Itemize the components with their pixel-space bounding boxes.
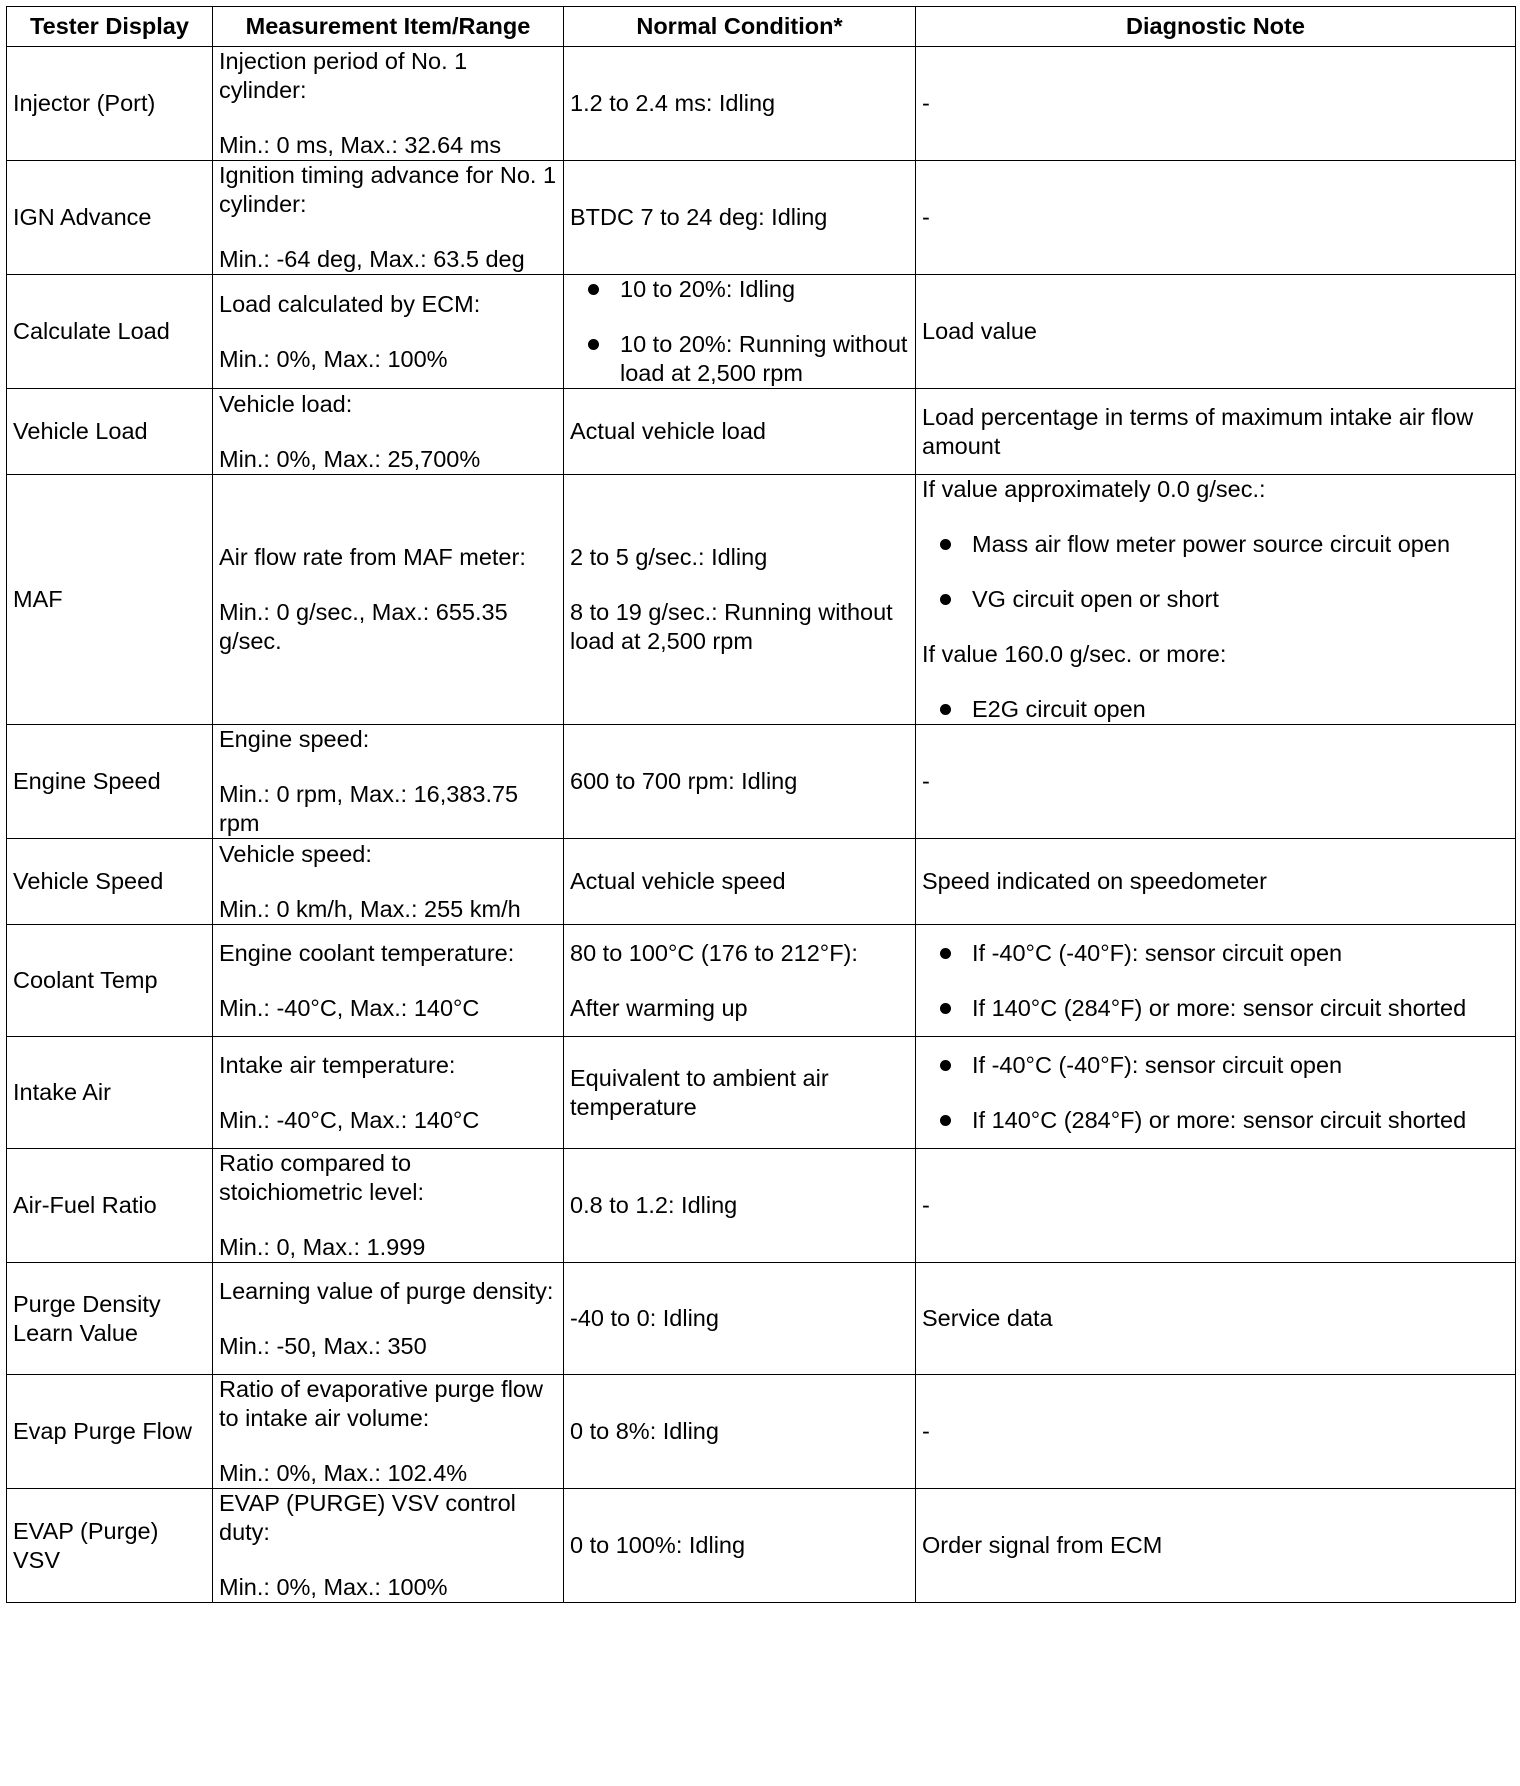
cell-measurement-item [213, 839, 564, 925]
measurement-range: Min.: -40°C, Max.: 140°C [219, 1106, 480, 1133]
table-row [7, 1263, 1516, 1375]
cell-normal-condition [564, 1149, 916, 1263]
table-row [7, 47, 1516, 161]
cell-tester-display: IGN Advance [7, 161, 213, 275]
measurement-range: Min.: 0, Max.: 1.999 [219, 1234, 426, 1260]
cell-tester-display: Engine Speed [7, 725, 213, 839]
cell-measurement-item [213, 47, 564, 161]
measurement-range: Min.: 0%, Max.: 100% [219, 345, 448, 372]
cell-diagnostic-note [916, 1037, 1516, 1149]
cell-tester-display: Intake Air [7, 1037, 213, 1149]
cell-diagnostic-note [916, 839, 1516, 925]
cell-text: Load percentage in terms of maximum intake air flow amount [922, 403, 1474, 459]
cell-measurement-item [213, 275, 564, 389]
cell-text: Speed indicated on speedometer [922, 868, 1267, 894]
table-row [7, 1037, 1516, 1149]
table-row [7, 389, 1516, 475]
cell-diagnostic-note [916, 1263, 1516, 1375]
cell-diagnostic-note [916, 725, 1516, 839]
table-row [7, 161, 1516, 275]
bullet-item: 10 to 20%: Running without load at 2,500 rpm [570, 330, 909, 388]
measurement-description: Ratio compared to stoichiometric level: [219, 1150, 425, 1205]
cell-text: Load value [922, 318, 1037, 344]
cell-tester-display: Vehicle Speed [7, 839, 213, 925]
cell-text: Actual vehicle speed [570, 868, 786, 894]
cell-text: BTDC 7 to 24 deg: Idling [570, 204, 828, 230]
bullet-item: Mass air flow meter power source circuit open [922, 530, 1509, 559]
bullet-item: If -40°C (-40°F): sensor circuit open [922, 1051, 1509, 1080]
table-row [7, 1375, 1516, 1489]
bullet-list [922, 530, 1509, 614]
data-list-table [6, 6, 1516, 1603]
measurement-range: Min.: -40°C, Max.: 140°C [219, 994, 480, 1021]
cell-text: After warming up [570, 994, 748, 1021]
table-row [7, 725, 1516, 839]
cell-diagnostic-note [916, 1375, 1516, 1489]
measurement-range: Min.: 0%, Max.: 100% [219, 1574, 448, 1600]
bullet-item: VG circuit open or short [922, 585, 1509, 614]
cell-normal-condition [564, 1263, 916, 1375]
cell-text: - [922, 768, 930, 794]
measurement-description: Intake air temperature: [219, 1051, 456, 1078]
measurement-range: Min.: 0%, Max.: 25,700% [219, 445, 481, 472]
cell-measurement-item [213, 1263, 564, 1375]
cell-tester-display: Purge Density Learn Value [7, 1263, 213, 1375]
cell-text: 1.2 to 2.4 ms: Idling [570, 90, 776, 116]
header-normal-condition: Normal Condition* [564, 7, 916, 47]
bullet-list [922, 939, 1509, 1023]
cell-measurement-item [213, 1489, 564, 1603]
cell-measurement-item [213, 725, 564, 839]
measurement-range: Min.: -50, Max.: 350 [219, 1332, 427, 1359]
table-row [7, 1149, 1516, 1263]
measurement-range: Min.: 0 rpm, Max.: 16,383.75 rpm [219, 781, 519, 836]
cell-text: If value approximately 0.0 g/sec.: [922, 476, 1266, 502]
cell-tester-display: Injector (Port) [7, 47, 213, 161]
measurement-description: Vehicle load: [219, 390, 353, 417]
cell-normal-condition [564, 925, 916, 1037]
cell-measurement-item [213, 1037, 564, 1149]
measurement-description: Engine speed: [219, 726, 370, 752]
bullet-item: E2G circuit open [922, 695, 1509, 724]
measurement-description: Ignition timing advance for No. 1 cylinder: [219, 162, 557, 217]
cell-text: Order signal from ECM [922, 1532, 1163, 1558]
table-row [7, 1489, 1516, 1603]
cell-normal-condition [564, 839, 916, 925]
measurement-description: Vehicle speed: [219, 840, 372, 867]
cell-text: - [922, 204, 930, 230]
cell-normal-condition [564, 161, 916, 275]
cell-diagnostic-note [916, 1149, 1516, 1263]
cell-normal-condition [564, 47, 916, 161]
cell-tester-display: Coolant Temp [7, 925, 213, 1037]
header-row [7, 7, 1516, 47]
cell-measurement-item [213, 1149, 564, 1263]
cell-text: 0 to 8%: Idling [570, 1418, 719, 1444]
cell-normal-condition [564, 389, 916, 475]
measurement-range: Min.: -64 deg, Max.: 63.5 deg [219, 246, 525, 272]
cell-text: 0.8 to 1.2: Idling [570, 1192, 738, 1218]
cell-text: - [922, 90, 930, 116]
cell-text: If value 160.0 g/sec. or more: [922, 641, 1227, 667]
cell-tester-display: MAF [7, 475, 213, 725]
data-list-table-container [6, 6, 1516, 1603]
header-diagnostic-note: Diagnostic Note [916, 7, 1516, 47]
cell-measurement-item [213, 389, 564, 475]
cell-normal-condition [564, 725, 916, 839]
cell-tester-display: Vehicle Load [7, 389, 213, 475]
table-row [7, 275, 1516, 389]
bullet-item: 10 to 20%: Idling [570, 275, 909, 304]
bullet-list [922, 1051, 1509, 1135]
cell-text: Service data [922, 1305, 1053, 1331]
cell-text: - [922, 1418, 930, 1444]
cell-diagnostic-note [916, 275, 1516, 389]
bullet-item: If 140°C (284°F) or more: sensor circuit shorted [922, 994, 1509, 1023]
cell-normal-condition [564, 1037, 916, 1149]
cell-diagnostic-note [916, 161, 1516, 275]
cell-text: Equivalent to ambient air temperature [570, 1064, 829, 1120]
cell-text: -40 to 0: Idling [570, 1305, 719, 1331]
cell-tester-display: Air-Fuel Ratio [7, 1149, 213, 1263]
cell-normal-condition [564, 1489, 916, 1603]
table-row [7, 475, 1516, 725]
measurement-range: Min.: 0 g/sec., Max.: 655.35 g/sec. [219, 599, 508, 654]
bullet-item: If -40°C (-40°F): sensor circuit open [922, 939, 1509, 968]
measurement-description: Ratio of evaporative purge flow to intake air volume: [219, 1376, 543, 1431]
cell-measurement-item [213, 1375, 564, 1489]
measurement-range: Min.: 0 ms, Max.: 32.64 ms [219, 132, 502, 158]
measurement-description: Engine coolant temperature: [219, 939, 515, 966]
table-row [7, 925, 1516, 1037]
cell-diagnostic-note [916, 389, 1516, 475]
table-row [7, 839, 1516, 925]
measurement-description: EVAP (PURGE) VSV control duty: [219, 1490, 516, 1545]
cell-diagnostic-note [916, 47, 1516, 161]
cell-diagnostic-note [916, 925, 1516, 1037]
table-body [7, 47, 1516, 1603]
measurement-range: Min.: 0%, Max.: 102.4% [219, 1460, 468, 1486]
bullet-list [922, 695, 1509, 724]
cell-text: - [922, 1192, 930, 1218]
cell-text: 2 to 5 g/sec.: Idling [570, 544, 768, 570]
measurement-description: Learning value of purge density: [219, 1277, 554, 1304]
cell-measurement-item [213, 161, 564, 275]
header-measurement-item: Measurement Item/Range [213, 7, 564, 47]
bullet-item: If 140°C (284°F) or more: sensor circuit shorted [922, 1106, 1509, 1135]
cell-text: 600 to 700 rpm: Idling [570, 768, 798, 794]
header-tester-display: Tester Display [7, 7, 213, 47]
measurement-description: Air flow rate from MAF meter: [219, 544, 526, 570]
cell-text: 80 to 100°C (176 to 212°F): [570, 939, 858, 966]
bullet-list [570, 275, 909, 388]
cell-tester-display: Calculate Load [7, 275, 213, 389]
measurement-description: Load calculated by ECM: [219, 290, 481, 317]
cell-text: 8 to 19 g/sec.: Running without load at 2,500 rpm [570, 599, 893, 654]
cell-normal-condition [564, 275, 916, 389]
cell-text: 0 to 100%: Idling [570, 1532, 746, 1558]
measurement-range: Min.: 0 km/h, Max.: 255 km/h [219, 895, 521, 922]
cell-text: Actual vehicle load [570, 418, 766, 444]
cell-normal-condition [564, 1375, 916, 1489]
cell-tester-display: EVAP (Purge) VSV [7, 1489, 213, 1603]
cell-normal-condition [564, 475, 916, 725]
cell-diagnostic-note [916, 475, 1516, 725]
cell-measurement-item [213, 925, 564, 1037]
cell-tester-display: Evap Purge Flow [7, 1375, 213, 1489]
cell-diagnostic-note [916, 1489, 1516, 1603]
measurement-description: Injection period of No. 1 cylinder: [219, 48, 468, 103]
cell-measurement-item [213, 475, 564, 725]
